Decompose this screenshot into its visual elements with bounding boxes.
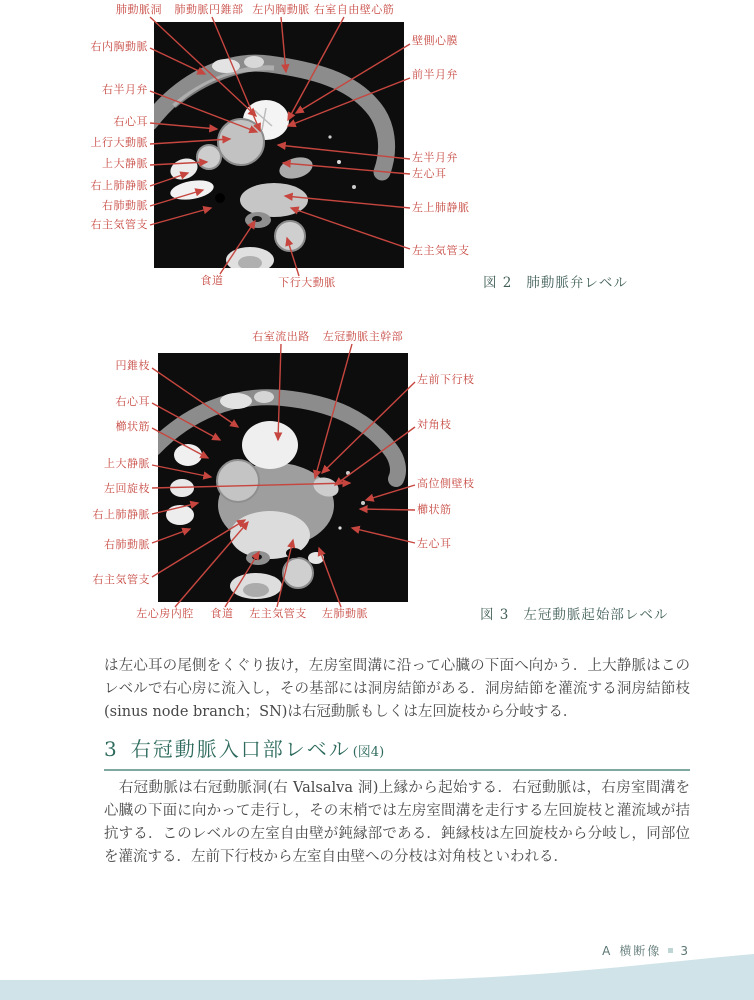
ct-scan-fig2 bbox=[154, 22, 404, 268]
anatomy-label: 左上肺静脈 bbox=[412, 201, 470, 214]
anatomy-label: 右上肺静脈 bbox=[90, 179, 148, 192]
anatomy-label: 左主気管支 bbox=[249, 607, 307, 620]
anatomy-label: 左肺動脈 bbox=[322, 607, 368, 620]
ct-scan-fig2-image bbox=[154, 22, 404, 268]
figure3-caption-title: 左冠動脈起始部レベル bbox=[523, 607, 669, 623]
figure2-caption-title: 肺動脈弁レベル bbox=[526, 275, 628, 291]
anatomy-label: 左心耳 bbox=[417, 537, 452, 550]
anatomy-label: 左主気管支 bbox=[412, 244, 470, 257]
section-number: 3 bbox=[104, 737, 117, 761]
anatomy-label: 対角枝 bbox=[417, 418, 452, 431]
body-paragraph-section: 右冠動脈は右冠動脈洞(右 Valsalva 洞)上縁から起始する．右冠動脈は，右房室間溝を心臓の下面に向かって走行し，その末梢では左房室間溝を走行する左回旋枝と灌流域が拮抗する．このレベルの左室自由壁が鈍縁部である．鈍縁枝は左回旋枝から分岐し，同部位を灌流する．左前下行枝から左室自由壁への分枝は対角枝といわれる． bbox=[104, 780, 690, 865]
anatomy-label: 右上肺静脈 bbox=[92, 508, 150, 521]
anatomy-label: 円錐枝 bbox=[115, 359, 150, 372]
anatomy-label: 右室自由壁心筋 bbox=[313, 3, 395, 16]
anatomy-label: 右心耳 bbox=[113, 115, 148, 128]
footer-section-letter: A bbox=[602, 943, 613, 958]
anatomy-label: 肺動脈円錐部 bbox=[174, 3, 244, 16]
anatomy-label: 右心耳 bbox=[115, 395, 150, 408]
section-heading bbox=[104, 733, 690, 771]
anatomy-label: 櫛状筋 bbox=[115, 420, 150, 433]
anatomy-label: 右主気管支 bbox=[92, 573, 150, 586]
anatomy-label: 左半月弁 bbox=[412, 151, 458, 164]
figure3-caption bbox=[480, 603, 668, 623]
section-figure-reference: (図4) bbox=[352, 745, 385, 760]
ct-scan-fig3 bbox=[158, 353, 408, 602]
anatomy-label: 肺動脈洞 bbox=[116, 3, 162, 16]
figure2-caption bbox=[483, 271, 628, 291]
anatomy-label: 櫛状筋 bbox=[417, 503, 452, 516]
anatomy-label: 右主気管支 bbox=[90, 218, 148, 231]
footer-page-number: 3 bbox=[680, 943, 690, 958]
anatomy-label: 左冠動脈主幹部 bbox=[322, 330, 404, 343]
anatomy-label: 上大静脈 bbox=[104, 457, 150, 470]
section-title: 右冠動脈入口部レベル bbox=[130, 737, 351, 761]
anatomy-label: 食道 bbox=[200, 274, 224, 287]
figure3-caption-number: 図 3 bbox=[480, 607, 510, 623]
anatomy-label: 右半月弁 bbox=[102, 83, 148, 96]
anatomy-label: 下行大動脈 bbox=[278, 276, 336, 289]
figure2-caption-number: 図 2 bbox=[483, 275, 513, 291]
anatomy-label: 右内胸動脈 bbox=[90, 40, 148, 53]
ct-scan-fig3-image bbox=[158, 353, 408, 602]
anatomy-label: 上大静脈 bbox=[102, 157, 148, 170]
anatomy-label: 右肺動脈 bbox=[104, 538, 150, 551]
footer-section-title: 横断像 bbox=[619, 944, 662, 958]
bottom-wave-decoration bbox=[0, 948, 754, 1000]
anatomy-label: 左内胸動脈 bbox=[252, 3, 310, 16]
body-paragraph-continued: は左心耳の尾側をくぐり抜け，左房室間溝に沿って心臓の下面へ向かう．上大静脈はこのレベルで右心房に流入し，その基部には洞房結節がある．洞房結節を灌流する洞房結節枝(sinus node branch；SN)は右冠動脈もしくは左回旋枝から分岐する． bbox=[104, 658, 690, 720]
anatomy-label: 食道 bbox=[210, 607, 234, 620]
anatomy-label: 壁側心膜 bbox=[412, 34, 458, 47]
anatomy-label: 前半月弁 bbox=[412, 68, 458, 81]
anatomy-label: 左前下行枝 bbox=[417, 373, 475, 386]
anatomy-label: 左心房内腔 bbox=[136, 607, 194, 620]
anatomy-label: 高位側壁枝 bbox=[417, 477, 475, 490]
anatomy-label: 右肺動脈 bbox=[102, 199, 148, 212]
anatomy-label: 右室流出路 bbox=[252, 330, 310, 343]
anatomy-label: 左回旋枝 bbox=[104, 482, 150, 495]
anatomy-label: 上行大動脈 bbox=[90, 136, 148, 149]
anatomy-label: 左心耳 bbox=[412, 167, 447, 180]
